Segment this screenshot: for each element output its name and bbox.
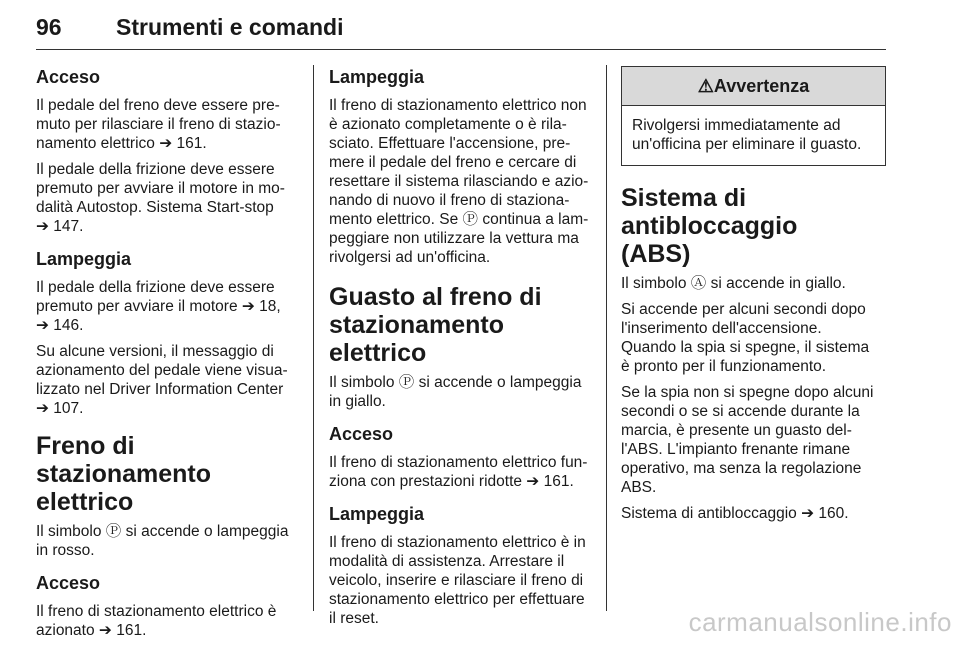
watermark: carmanualsonline.info [688, 607, 952, 637]
section-heading: Freno di stazionamento elettrico [36, 432, 212, 516]
section-heading: Guasto al freno di stazionamento elettrico [329, 283, 542, 367]
column-1 [36, 66, 304, 647]
warning-box [621, 66, 886, 166]
paragraph: Si accende per alcuni secondi dopo l'inserimento dell'accensione. Quando la spia si spegne, il sistema è pronto per il funzionamento. [621, 301, 870, 375]
column-divider-right [606, 65, 607, 611]
subheading-acceso: Acceso [36, 573, 101, 593]
subheading-acceso: Acceso [329, 424, 394, 444]
paragraph: Il freno di stazionamento elettrico è in modalità di assistenza. Arrestare il veicolo, inserire e rilasciare il freno di stazionamento elettrico per effettuare il reset. [329, 534, 586, 627]
subheading-lampeggia: Lampeggia [329, 504, 425, 524]
page-header [36, 6, 886, 50]
paragraph: Sistema di antibloccaggio ➔ 160. [621, 505, 849, 522]
column-3 [621, 66, 886, 530]
subheading-acceso: Acceso [36, 67, 101, 87]
column-divider-left [313, 65, 314, 611]
paragraph: Se la spia non si spegne dopo alcuni secondi o se si accende durante la marcia, è presente un guasto del- l'ABS. L'impianto frenante rimane operativo, ma senza la regolazione ABS. [621, 384, 874, 496]
column-2 [329, 66, 597, 635]
subheading-lampeggia: Lampeggia [36, 249, 132, 269]
paragraph: Il freno di stazionamento elettrico non è azionato completamente o è rila- sciato. Effettuare l'accensione, pre- mere il pedale del freno e cercare di resettare il sistema rilasciando e azio- nando di nuovo il freno di staziona- mento elettrico. Se Ⓟ continua a lam- peggiare non utilizzare la vettura ma rivolgersi ad un'officina. [329, 97, 589, 266]
paragraph: Il freno di stazionamento elettrico è azionato ➔ 161. [36, 603, 277, 639]
paragraph: Il pedale del freno deve essere pre- muto per rilasciare il freno di stazio- namento elettrico ➔ 161. [36, 97, 281, 152]
paragraph: Il pedale della frizione deve essere premuto per avviare il motore in mo- dalità Autostop. Sistema Start-stop ➔ 147. [36, 161, 285, 235]
paragraph: Il pedale della frizione deve essere premuto per avviare il motore ➔ 18, ➔ 146. [36, 279, 281, 334]
warning-text: Rivolgersi immediatamente ad un'officina per eliminare il guasto. [632, 117, 862, 153]
subheading-lampeggia: Lampeggia [329, 67, 425, 87]
paragraph: Su alcune versioni, il messaggio di azionamento del pedale viene visua- lizzato nel Driver Information Center ➔ 107. [36, 343, 288, 417]
paragraph: Il simbolo Ⓟ si accende o lampeggia in rosso. [36, 523, 289, 559]
section-heading: Sistema di antibloccaggio (ABS) [621, 184, 798, 268]
paragraph: Il freno di stazionamento elettrico fun- ziona con prestazioni ridotte ➔ 161. [329, 454, 588, 490]
paragraph: Il simbolo Ⓟ si accende o lampeggia in giallo. [329, 374, 582, 410]
header-divider [36, 49, 886, 50]
warning-title: ⚠Avvertenza [622, 67, 885, 106]
paragraph: Il simbolo Ⓐ si accende in giallo. [621, 275, 846, 292]
page-number: 96 [36, 14, 62, 40]
chapter-title: Strumenti e comandi [116, 14, 344, 40]
